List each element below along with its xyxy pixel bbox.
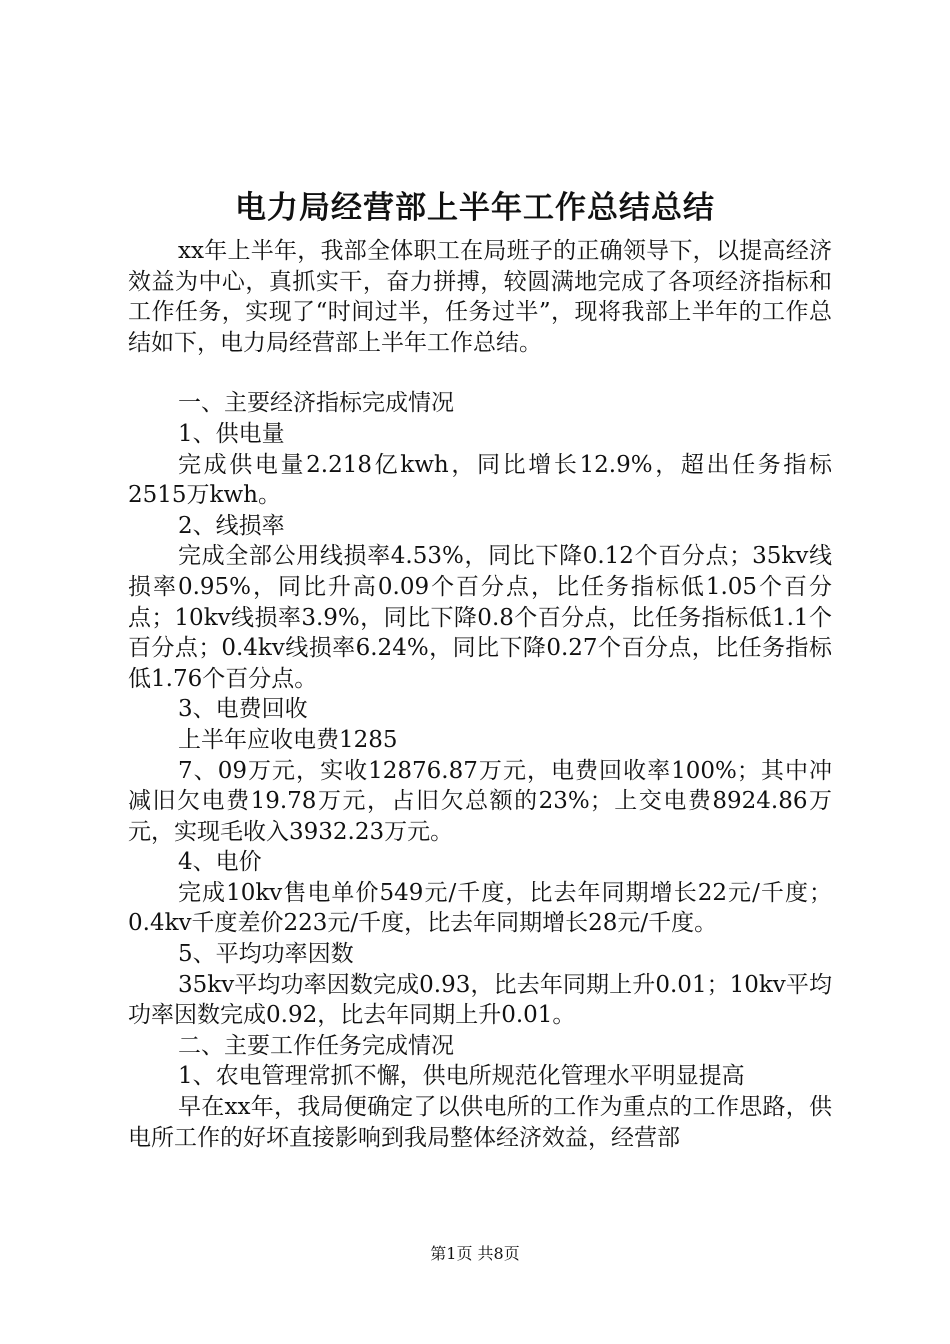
intro-paragraph: xx年上半年，我部全体职工在局班子的正确领导下，以提高经济效益为中心，真抓实干，奋力拼搏，较圆满地完成了各项经济指标和工作任务，实现了“时间过半，任务过半”，现将我部上半年的工作总结如下，电力局经营部上半年工作总结。 <box>128 238 832 356</box>
subheading-power-supply: 1、供电量 <box>178 420 285 447</box>
document-title: 电力局经营部上半年工作总结总结 <box>235 190 715 226</box>
section-heading-2: 二、主要工作任务完成情况 <box>178 1032 454 1059</box>
page-footer: 第1页 共8页 <box>430 1244 520 1263</box>
subheading-fee-recovery: 3、电费回收 <box>178 696 308 723</box>
subheading-price: 4、电价 <box>178 849 262 876</box>
paragraph-price: 完成10kv售电单价549元/千度，比去年同期增长22元/千度；0.4kv千度差价223元/千度，比去年同期增长28元/千度。 <box>128 879 832 937</box>
subheading-line-loss: 2、线损率 <box>178 512 285 539</box>
subheading-rural-management: 1、农电管理常抓不懈，供电所规范化管理水平明显提高 <box>178 1063 745 1090</box>
paragraph-line-loss: 完成全部公用线损率4.53%，同比下降0.12个百分点；35kv线损率0.95%，同比升高0.09个百分点，比任务指标低1.05个百分点；10kv线损率3.9%，同比下降0.8个百分点，比任务指标低1.1个百分点；0.4kv线损率6.24%，同比下降0.27个百分点，比任务指标低1.76个百分点。 <box>128 543 832 692</box>
paragraph-fee-recovery-start: 上半年应收电费1285 <box>178 726 398 753</box>
paragraph-power-supply: 完成供电量2.218亿kwh，同比增长12.9%，超出任务指标2515万kwh。 <box>128 451 832 509</box>
section-heading-1: 一、主要经济指标完成情况 <box>178 390 454 417</box>
paragraph-power-factor: 35kv平均功率因数完成0.93，比去年同期上升0.01；10kv平均功率因数完成0.92，比去年同期上升0.01。 <box>128 971 832 1029</box>
paragraph-fee-recovery: 7、09万元，实收12876.87万元，电费回收率100%；其中冲减旧欠电费19.78万元，占旧欠总额的23%；上交电费8924.86万元，实现毛收入3932.23万元。 <box>128 757 832 845</box>
subheading-power-factor: 5、平均功率因数 <box>178 941 354 968</box>
document-body <box>128 236 832 1153</box>
paragraph-rural-management: 早在xx年，我局便确定了以供电所的工作为重点的工作思路，供电所工作的好坏直接影响到我局整体经济效益，经营部 <box>128 1094 832 1151</box>
